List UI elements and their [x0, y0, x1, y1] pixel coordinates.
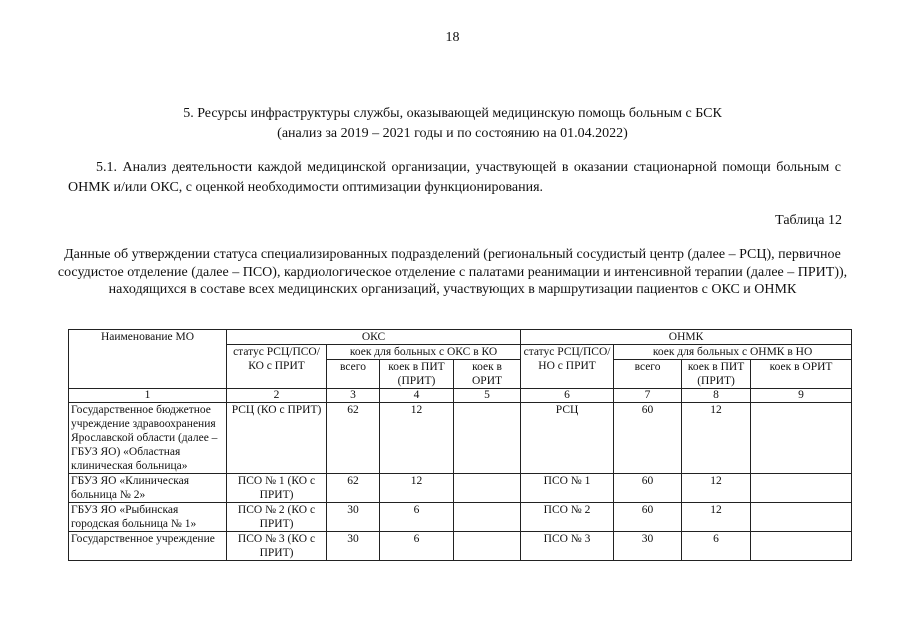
header-oks-beds: коек для больных с ОКС в КО: [327, 345, 521, 360]
table-caption: Данные об утверждении статуса специализированных подразделений (региональный сосудистый центр (далее – РСЦ), первичное сосудистое отделение (далее – ПСО), кардиологическое отделение с палатами реанимации и интенсивной терапии (далее – ПРИТ)), находящихся в составе всех медицинских организаций, участвующих в маршрутизации пациентов с ОКС и ОНМК: [57, 247, 848, 297]
cell-onmk-orit: [751, 403, 852, 474]
cell-onmk-orit: [751, 474, 852, 503]
column-number: 8: [682, 389, 751, 403]
cell-onmk-pit: 12: [682, 474, 751, 503]
cell-onmk-orit: [751, 532, 852, 561]
table-label: Таблица 12: [775, 213, 842, 228]
column-number: 7: [614, 389, 682, 403]
header-oks-orit: коек в ОРИТ: [454, 360, 521, 389]
cell-oks-pit: 6: [380, 532, 454, 561]
header-onmk-pit: коек в ПИТ (ПРИТ): [682, 360, 751, 389]
cell-oks-status: ПСО № 1 (КО с ПРИТ): [227, 474, 327, 503]
table-row: [69, 503, 852, 532]
column-number: 5: [454, 389, 521, 403]
header-oks: ОКС: [227, 330, 521, 345]
cell-oks-status: ПСО № 2 (КО с ПРИТ): [227, 503, 327, 532]
cell-onmk-status: ПСО № 1: [521, 474, 614, 503]
cell-oks-total: 30: [327, 532, 380, 561]
header-name-mo: Наименование МО: [69, 330, 227, 389]
section-heading-line-2: (анализ за 2019 – 2021 годы и по состоянию на 01.04.2022): [277, 126, 628, 141]
cell-oks-total: 62: [327, 474, 380, 503]
cell-onmk-total: 60: [614, 503, 682, 532]
header-oks-total: всего: [327, 360, 380, 389]
cell-onmk-pit: 6: [682, 532, 751, 561]
header-onmk-status: статус РСЦ/ПСО/НО с ПРИТ: [521, 345, 614, 389]
header-onmk-orit: коек в ОРИТ: [751, 360, 852, 389]
cell-name: Государственное учреждение: [69, 532, 227, 561]
cell-onmk-status: ПСО № 2: [521, 503, 614, 532]
page-number: 18: [445, 30, 460, 45]
cell-name: ГБУЗ ЯО «Клиническая больница № 2»: [69, 474, 227, 503]
table-row: [69, 532, 852, 561]
cell-oks-pit: 12: [380, 474, 454, 503]
cell-name: Государственное бюджетное учреждение здравоохранения Ярославской области (далее – ГБУЗ ЯО) «Областная клиническая больница»: [69, 403, 227, 474]
cell-onmk-pit: 12: [682, 403, 751, 474]
header-onmk-total: всего: [614, 360, 682, 389]
cell-oks-pit: 6: [380, 503, 454, 532]
subsection-paragraph: 5.1. Анализ деятельности каждой медицинской организации, участвующей в оказании стационарной помощи больным с ОНМК и/или ОКС, с оценкой необходимости оптимизации функционирования.: [68, 160, 841, 195]
header-onmk: ОНМК: [521, 330, 852, 345]
cell-onmk-pit: 12: [682, 503, 751, 532]
header-oks-status: статус РСЦ/ПСО/КО с ПРИТ: [227, 345, 327, 389]
cell-onmk-total: 60: [614, 474, 682, 503]
cell-oks-orit: [454, 474, 521, 503]
cell-onmk-status: РСЦ: [521, 403, 614, 474]
section-heading: [80, 104, 825, 144]
header-oks-pit: коек в ПИТ (ПРИТ): [380, 360, 454, 389]
cell-oks-status: ПСО № 3 (КО с ПРИТ): [227, 532, 327, 561]
column-number-row: [69, 389, 852, 403]
cell-oks-total: 62: [327, 403, 380, 474]
column-number: 9: [751, 389, 852, 403]
cell-onmk-total: 30: [614, 532, 682, 561]
cell-oks-orit: [454, 532, 521, 561]
cell-oks-pit: 12: [380, 403, 454, 474]
cell-onmk-status: ПСО № 3: [521, 532, 614, 561]
cell-oks-total: 30: [327, 503, 380, 532]
header-onmk-beds: коек для больных с ОНМК в НО: [614, 345, 852, 360]
column-number: 1: [69, 389, 227, 403]
column-number: 6: [521, 389, 614, 403]
column-number: 2: [227, 389, 327, 403]
cell-onmk-orit: [751, 503, 852, 532]
cell-oks-status: РСЦ (КО с ПРИТ): [227, 403, 327, 474]
table-row: [69, 403, 852, 474]
cell-oks-orit: [454, 403, 521, 474]
table-row: [69, 474, 852, 503]
column-number: 4: [380, 389, 454, 403]
cell-name: ГБУЗ ЯО «Рыбинская городская больница № 1»: [69, 503, 227, 532]
column-number: 3: [327, 389, 380, 403]
cell-onmk-total: 60: [614, 403, 682, 474]
section-heading-line-1: 5. Ресурсы инфраструктуры службы, оказывающей медицинскую помощь больным с БСК: [183, 106, 722, 121]
cell-oks-orit: [454, 503, 521, 532]
data-table: [68, 329, 852, 561]
